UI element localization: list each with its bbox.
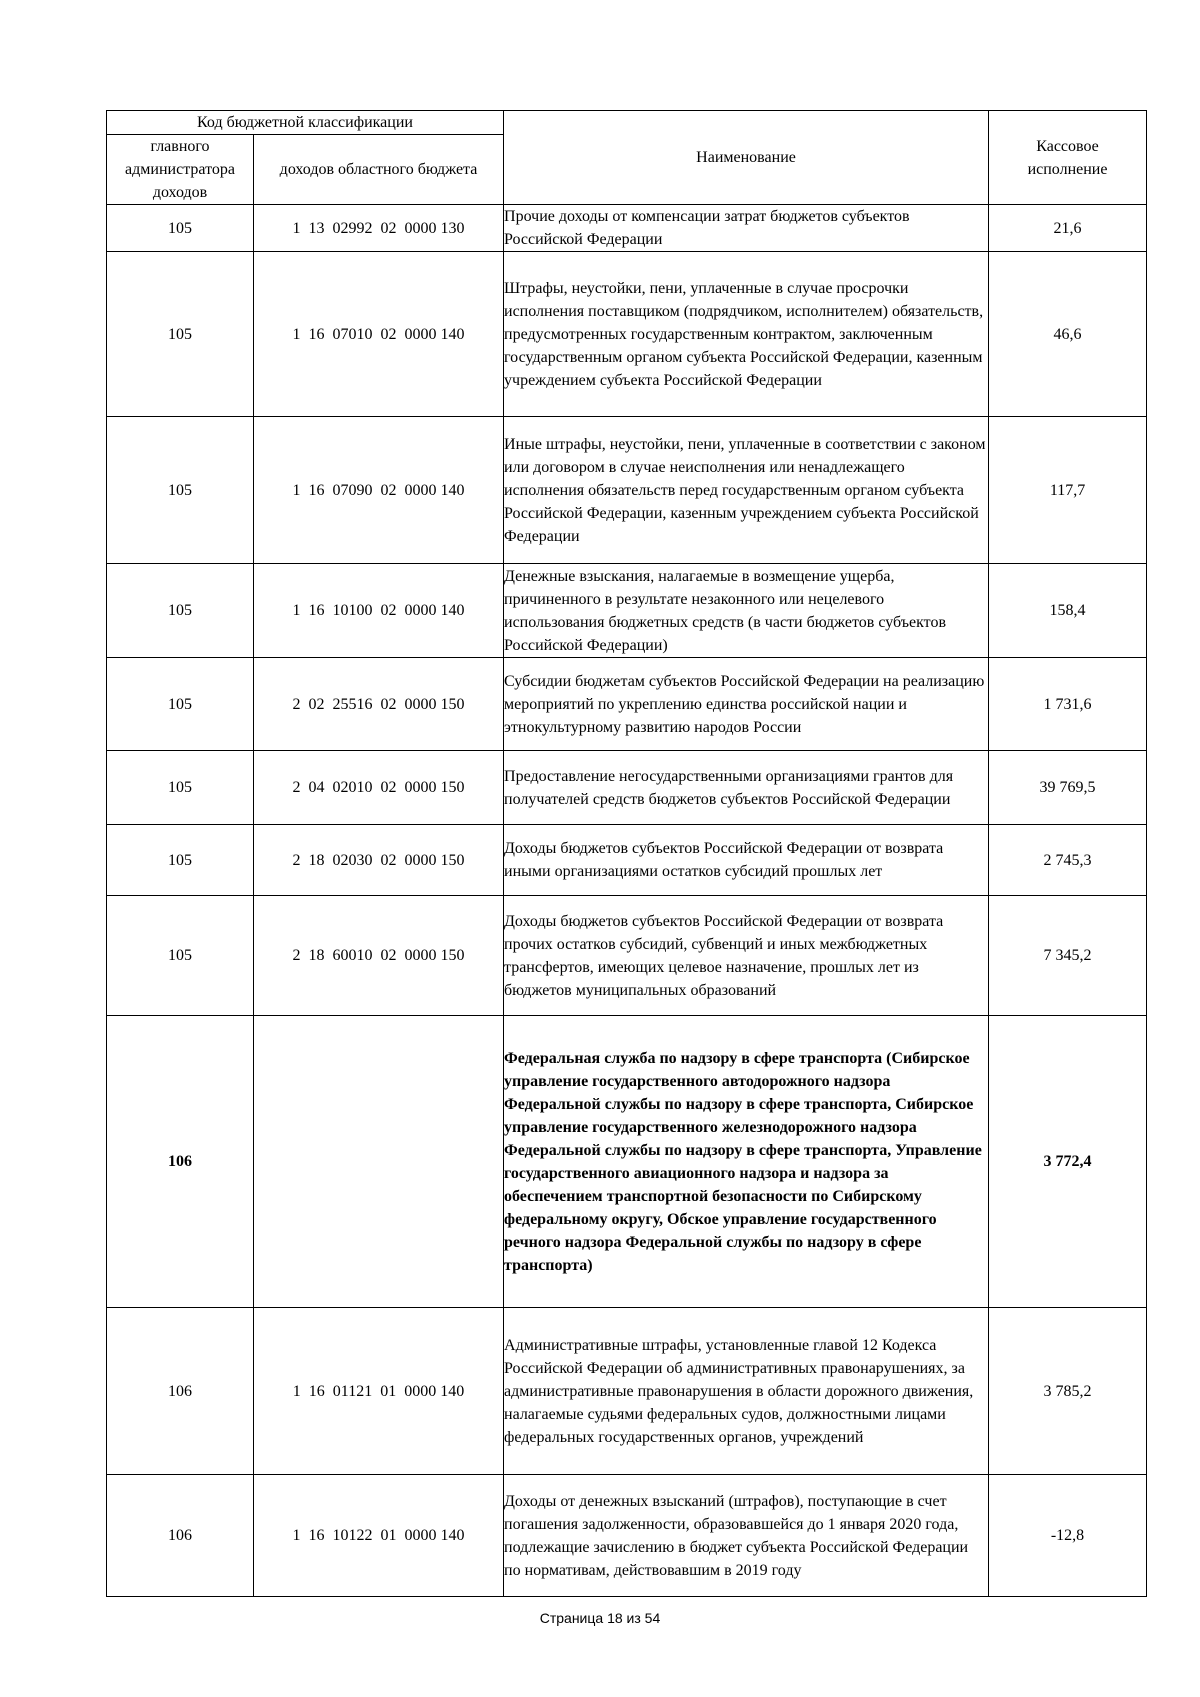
budget-code-cell: 1 16 07010 02 0000 140 (254, 252, 504, 417)
admin-code-cell: 105 (107, 252, 254, 417)
budget-code-cell: 2 18 02030 02 0000 150 (254, 825, 504, 896)
table-row (107, 417, 1147, 564)
header-main-administrator: главного администратора доходов (107, 135, 254, 205)
budget-code-cell: 1 16 10122 01 0000 140 (254, 1475, 504, 1597)
income-name-cell: Прочие доходы от компенсации затрат бюджетов субъектов Российской Федерации (504, 205, 989, 252)
budget-table-body (107, 111, 1147, 1597)
income-name-cell: Федеральная служба по надзору в сфере транспорта (Сибирское управление государственного автодорожного надзора Федеральной службы по надзору в сфере транспорта, Сибирское управление государственного железнодорожного надзора Федеральной службы по надзору в сфере транспорта, Управление государственного авиационного надзора и надзора за обеспечением транспортной безопасности по Сибирскому федеральному округу, Обское управление государственного речного надзора Федеральной службы по надзору в сфере транспорта) (504, 1016, 989, 1308)
income-name-cell: Иные штрафы, неустойки, пени, уплаченные в соответствии с законом или договором в случае неисполнения или ненадлежащего исполнения обязательств перед государственным органом субъекта Российской Федерации, казенным учреждением субъекта Российской Федерации (504, 417, 989, 564)
header-classification-code: Код бюджетной классификации (107, 111, 504, 135)
cash-execution-cell: 7 345,2 (989, 896, 1147, 1016)
cash-execution-cell: 39 769,5 (989, 751, 1147, 825)
admin-code-cell: 105 (107, 896, 254, 1016)
admin-code-cell: 106 (107, 1016, 254, 1308)
cash-execution-cell: 117,7 (989, 417, 1147, 564)
table-row (107, 564, 1147, 658)
cash-execution-cell: 158,4 (989, 564, 1147, 658)
budget-code-cell: 1 16 07090 02 0000 140 (254, 417, 504, 564)
budget-code-cell: 2 04 02010 02 0000 150 (254, 751, 504, 825)
admin-code-cell: 105 (107, 658, 254, 751)
budget-code-cell: 1 16 10100 02 0000 140 (254, 564, 504, 658)
cash-execution-cell: 3 772,4 (989, 1016, 1147, 1308)
admin-code-cell: 105 (107, 417, 254, 564)
income-name-cell: Штрафы, неустойки, пени, уплаченные в случае просрочки исполнения поставщиком (подрядчиком, исполнителем) обязательств, предусмотренных государственным контрактом, заключенным государственным органом субъекта Российской Федерации, казенным учреждением субъекта Российской Федерации (504, 252, 989, 417)
income-name-cell: Доходы от денежных взысканий (штрафов), поступающие в счет погашения задолженности, образовавшейся до 1 января 2020 года, подлежащие зачислению в бюджет субъекта Российской Федерации по нормативам, действовавшим в 2019 году (504, 1475, 989, 1597)
income-name-cell: Доходы бюджетов субъектов Российской Федерации от возврата прочих остатков субсидий, субвенций и иных межбюджетных трансфертов, имеющих целевое назначение, прошлых лет из бюджетов муниципальных образований (504, 896, 989, 1016)
budget-code-cell: 2 02 25516 02 0000 150 (254, 658, 504, 751)
income-name-cell: Денежные взыскания, налагаемые в возмещение ущерба, причиненного в результате незаконного или нецелевого использования бюджетных средств (в части бюджетов субъектов Российской Федерации) (504, 564, 989, 658)
table-row (107, 825, 1147, 896)
table-row (107, 896, 1147, 1016)
admin-code-cell: 105 (107, 205, 254, 252)
admin-code-cell: 106 (107, 1308, 254, 1475)
admin-code-cell: 105 (107, 825, 254, 896)
header-regional-budget-income: доходов областного бюджета (254, 135, 504, 205)
income-name-cell: Субсидии бюджетам субъектов Российской Федерации на реализацию мероприятий по укреплению единства российской нации и этнокультурному развитию народов России (504, 658, 989, 751)
header-name: Наименование (504, 111, 989, 205)
cash-execution-cell: 1 731,6 (989, 658, 1147, 751)
cash-execution-cell: 2 745,3 (989, 825, 1147, 896)
budget-code-cell: 1 13 02992 02 0000 130 (254, 205, 504, 252)
cash-execution-cell: -12,8 (989, 1475, 1147, 1597)
cash-execution-cell: 21,6 (989, 205, 1147, 252)
admin-code-cell: 106 (107, 1475, 254, 1597)
admin-code-cell: 105 (107, 564, 254, 658)
table-row (107, 1016, 1147, 1308)
table-row (107, 252, 1147, 417)
table-row (107, 1308, 1147, 1475)
page-footer: Страница 18 из 54 (539, 1610, 661, 1626)
income-name-cell: Административные штрафы, установленные главой 12 Кодекса Российской Федерации об административных правонарушениях, за административные правонарушения в области дорожного движения, налагаемые судьями федеральных судов, должностными лицами федеральных государственных органов, учреждений (504, 1308, 989, 1475)
income-name-cell: Доходы бюджетов субъектов Российской Федерации от возврата иными организациями остатков субсидий прошлых лет (504, 825, 989, 896)
cash-execution-cell: 3 785,2 (989, 1308, 1147, 1475)
income-name-cell: Предоставление негосударственными организациями грантов для получателей средств бюджетов субъектов Российской Федерации (504, 751, 989, 825)
budget-code-cell: 1 16 01121 01 0000 140 (254, 1308, 504, 1475)
budget-code-cell (254, 1016, 504, 1308)
table-row (107, 751, 1147, 825)
budget-code-cell: 2 18 60010 02 0000 150 (254, 896, 504, 1016)
table-row (107, 1475, 1147, 1597)
budget-table (106, 110, 1147, 1597)
cash-execution-cell: 46,6 (989, 252, 1147, 417)
table-row (107, 205, 1147, 252)
header-cash-execution: Кассовое исполнение (989, 111, 1147, 205)
header-row-group (107, 111, 1147, 135)
table-row (107, 658, 1147, 751)
admin-code-cell: 105 (107, 751, 254, 825)
